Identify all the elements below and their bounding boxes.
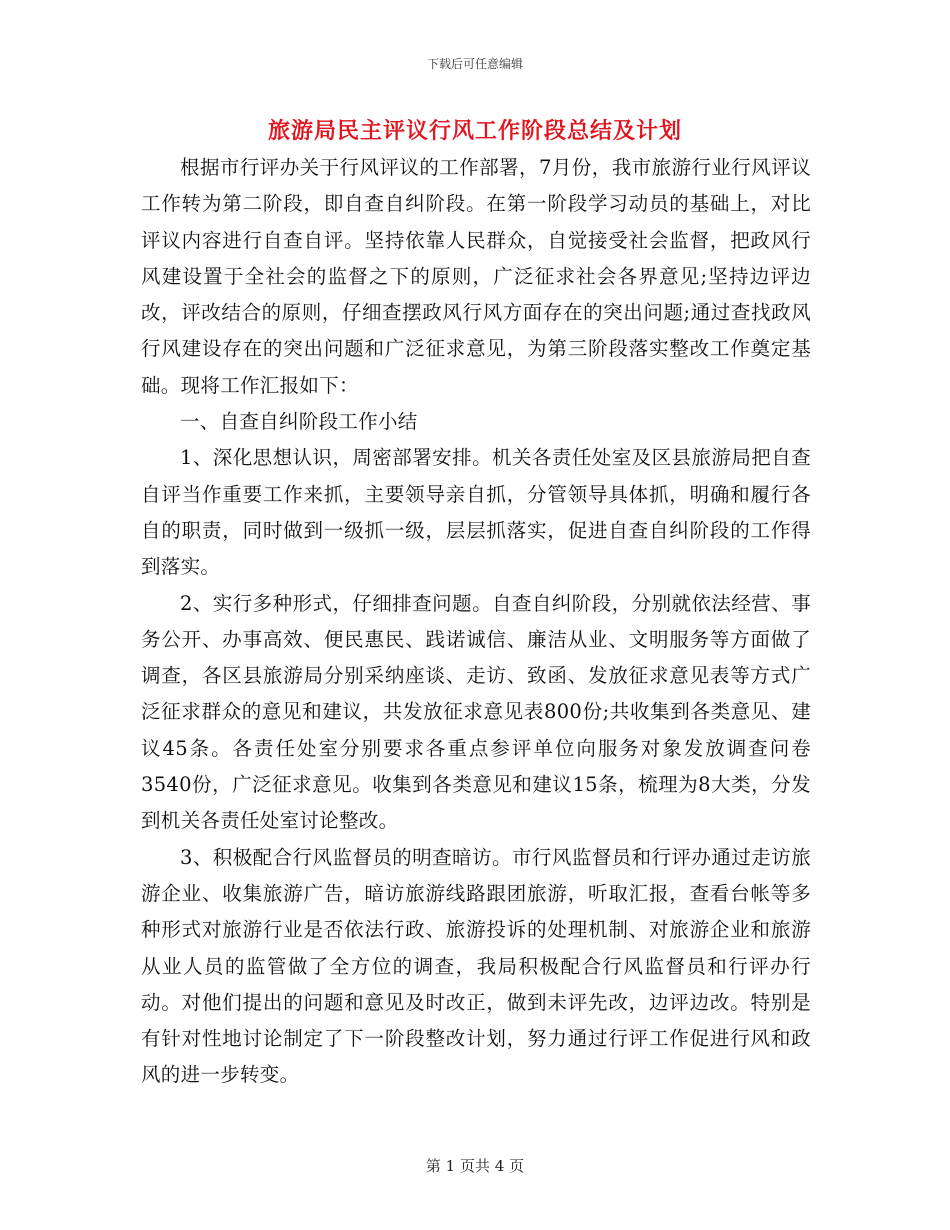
item-3-paragraph: 3、积极配合行风监督员的明查暗访。市行风监督员和行评办通过走访旅游企业、收集旅游广告，暗访旅游线路跟团旅游，听取汇报，查看台帐等多种形式对旅游行业是否依法行政、旅游投诉的处理机制、对旅游企业和旅游从业人员的监管做了全方位的调查，我局积极配合行风监督员和行评办行动。对他们提出的问题和意见及时改正，做到未评先改，边评边改。特别是有针对性地讨论制定了下一阶段整改计划，努力通过行评工作促进行风和政风的进一步转变。 — [141, 845, 811, 1087]
page-header: 下载后可任意编辑 — [426, 57, 523, 71]
item-2-paragraph: 2、实行多种形式，仔细排查问题。自查自纠阶段，分别就依法经营、事务公开、办事高效、便民惠民、践诺诚信、廉洁从业、文明服务等方面做了调查，各区县旅游局分别采纳座谈、走访、致函、发放征求意见表等方式广泛征求群众的意见和建议，共发放征求意见表800份;共收集到各类意见、建议45条。各责任处室分别要求各重点参评单位向服务对象发放调查问卷3540份，广泛征求意见。收集到各类意见和建议15条，梳理为8大类，分发到机关各责任处室讨论整改。 — [141, 591, 811, 833]
document-title: 旅游局民主评议行风工作阶段总结及计划 — [267, 118, 682, 144]
item-1-paragraph: 1、深化思想认识，周密部署安排。机关各责任处室及区县旅游局把自查自评当作重要工作来抓，主要领导亲自抓，分管领导具体抓，明确和履行各自的职责，同时做到一级抓一级，层层抓落实，促进自查自纠阶段的工作得到落实。 — [141, 446, 811, 579]
document-body — [141, 150, 811, 1094]
page-footer: 第 1 页共 4 页 — [425, 1157, 525, 1175]
intro-paragraph: 根据市行评办关于行风评议的工作部署，7月份，我市旅游行业行风评议工作转为第二阶段，即自查自纠阶段。在第一阶段学习动员的基础上，对比评议内容进行自查自评。坚持依靠人民群众，自觉接受社会监督，把政风行风建设置于全社会的监督之下的原则，广泛征求社会各界意见;坚持边评边改，评改结合的原则，仔细查摆政风行风方面存在的突出问题;通过查找政风行风建设存在的突出问题和广泛征求意见，为第三阶段落实整改工作奠定基础。现将工作汇报如下： — [141, 156, 811, 397]
section-heading: 一、自查自纠阶段工作小结 — [180, 410, 418, 434]
